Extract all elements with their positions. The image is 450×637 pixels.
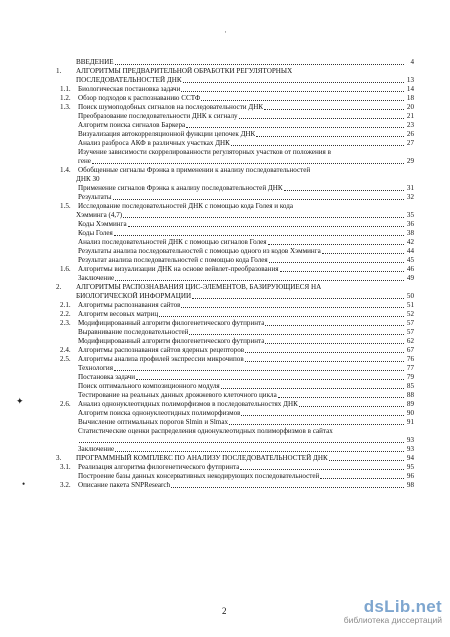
toc-entry-title: Поиск оптимального композиционного модуля bbox=[78, 382, 220, 390]
toc-leader bbox=[245, 352, 404, 353]
toc-leader bbox=[268, 244, 404, 245]
toc-entry-page: 79 bbox=[406, 373, 414, 381]
toc-entry-page: 93 bbox=[406, 445, 414, 453]
toc-entry-title: Обобщенные сигналы Фрэнка в применении к анализу последовательностей bbox=[78, 166, 311, 174]
toc-entry-title: Алгоритм весовых матриц bbox=[78, 310, 159, 318]
toc-leader bbox=[239, 118, 404, 119]
toc-entry-title: Постановка задачи bbox=[78, 373, 136, 381]
toc-entry-page: 13 bbox=[406, 76, 414, 84]
toc-entry bbox=[54, 157, 414, 166]
toc-entry bbox=[54, 355, 414, 364]
table-of-contents bbox=[54, 58, 414, 490]
toc-leader bbox=[181, 307, 404, 308]
toc-leader bbox=[265, 343, 404, 344]
toc-entry-page: 62 bbox=[406, 337, 414, 345]
toc-entry-number: 2.2. bbox=[60, 310, 71, 318]
toc-entry bbox=[54, 76, 414, 85]
toc-leader bbox=[92, 163, 404, 164]
toc-entry bbox=[54, 139, 414, 148]
toc-leader bbox=[329, 460, 404, 461]
toc-entry bbox=[54, 454, 414, 463]
toc-entry-page: 18 bbox=[406, 94, 414, 102]
toc-entry-page: 38 bbox=[406, 229, 414, 237]
toc-entry bbox=[54, 58, 414, 67]
toc-entry bbox=[54, 391, 414, 400]
toc-entry bbox=[54, 265, 414, 274]
toc-entry-number: 1.5. bbox=[60, 202, 71, 210]
toc-entry-title: ПОСЛЕДОВАТЕЛЬНОСТЕЙ ДНК bbox=[76, 76, 182, 84]
toc-entry bbox=[54, 337, 414, 346]
toc-entry-page: 4 bbox=[410, 58, 414, 66]
toc-entry-page: 45 bbox=[406, 256, 414, 264]
toc-entry-page: 89 bbox=[406, 400, 414, 408]
toc-entry bbox=[54, 202, 414, 211]
toc-leader bbox=[171, 487, 404, 488]
toc-entry-title: Коды Хэмминга bbox=[78, 220, 127, 228]
toc-entry-title: Поиск шумоподобных сигналов на последовательности ДНК bbox=[78, 103, 264, 111]
toc-entry bbox=[54, 472, 414, 481]
toc-entry-title: Анализ последовательностей ДНК с помощью сигналов Голея bbox=[78, 238, 267, 246]
toc-entry-page: 31 bbox=[406, 184, 414, 192]
toc-leader bbox=[240, 469, 404, 470]
toc-entry-number: 2.6. bbox=[60, 400, 71, 408]
toc-leader bbox=[115, 451, 404, 452]
toc-leader bbox=[181, 91, 404, 92]
toc-entry bbox=[54, 184, 414, 193]
toc-leader bbox=[201, 100, 404, 101]
toc-entry bbox=[54, 121, 414, 130]
toc-entry bbox=[54, 211, 414, 220]
toc-leader bbox=[186, 127, 404, 128]
toc-entry-page: 96 bbox=[406, 472, 414, 480]
toc-entry-title: Коды Голея bbox=[78, 229, 113, 237]
toc-entry-title: Алгоритмы анализа профилей экспрессии микрочипов bbox=[78, 355, 244, 363]
toc-entry-page: 42 bbox=[406, 238, 414, 246]
toc-entry-page: 49 bbox=[406, 274, 414, 282]
toc-entry bbox=[54, 463, 414, 472]
toc-entry bbox=[54, 373, 414, 382]
toc-entry-title: Алгоритмы распознавания сайтов bbox=[78, 301, 181, 309]
toc-leader bbox=[189, 334, 404, 335]
toc-entry-page: 44 bbox=[406, 247, 414, 255]
toc-entry bbox=[54, 319, 414, 328]
toc-entry-title: Результат анализа последовательностей с помощью кода Голея bbox=[78, 256, 268, 264]
toc-entry bbox=[54, 292, 414, 301]
top-mark: · bbox=[224, 27, 227, 37]
watermark-subtitle: библиотека диссертаций bbox=[343, 615, 442, 625]
toc-entry-title: ВВЕДЕНИЕ bbox=[76, 58, 114, 66]
toc-entry bbox=[54, 301, 414, 310]
toc-leader bbox=[115, 280, 404, 281]
toc-entry-title: Алгоритм поиска сигналов Баркера bbox=[78, 121, 186, 129]
toc-entry-title: Технология bbox=[78, 364, 113, 372]
toc-entry-title: Изучение зависимости скоррелированности регуляторных участков от положения в bbox=[78, 148, 331, 156]
toc-entry-title: Анализ однонуклеотидных полиморфизмов в последовательностях ДНК bbox=[78, 400, 298, 408]
toc-leader bbox=[159, 316, 404, 317]
toc-entry-page: 57 bbox=[406, 319, 414, 327]
margin-mark-icon: • bbox=[22, 479, 26, 489]
toc-entry-title: Биологическая постановка задачи bbox=[78, 85, 181, 93]
toc-leader bbox=[284, 190, 404, 191]
toc-entry-page: 85 bbox=[406, 382, 414, 390]
toc-entry-title: Тестирование на реальных данных дрожжевого клеточного цикла bbox=[78, 391, 277, 399]
toc-entry-page: 77 bbox=[406, 364, 414, 372]
toc-entry-title: АЛГОРИТМЫ ПРЕДВАРИТЕЛЬНОЙ ОБРАБОТКИ РЕГУЛЯТОРНЫХ bbox=[76, 67, 293, 75]
toc-entry bbox=[54, 175, 414, 184]
toc-entry-title: Обзор подходов к распознаванию ССТФ bbox=[78, 94, 201, 102]
toc-entry bbox=[54, 148, 414, 157]
toc-entry bbox=[54, 409, 414, 418]
toc-entry-number: 1.2. bbox=[60, 94, 71, 102]
toc-entry-title: Алгоритмы визуализации ДНК на основе вейвлет-преобразования bbox=[78, 265, 279, 273]
toc-leader bbox=[231, 145, 404, 146]
toc-entry-title: БИОЛОГИЧЕСКОЙ ИНФОРМАЦИИ bbox=[76, 292, 192, 300]
toc-entry bbox=[54, 193, 414, 202]
toc-entry-title: Построение базы данных консервативных некодирующих последовательностей bbox=[78, 472, 320, 480]
toc-leader bbox=[299, 406, 404, 407]
toc-entry-number: 2.5. bbox=[60, 355, 71, 363]
toc-entry-title: Результаты анализа последовательностей с помощью одного из кодов Хэмминга bbox=[78, 247, 321, 255]
toc-entry-number: 3.1. bbox=[60, 463, 71, 471]
toc-entry-page: 67 bbox=[406, 346, 414, 354]
toc-leader bbox=[114, 235, 404, 236]
toc-entry bbox=[54, 94, 414, 103]
toc-entry-title: Модифицированный алгоритм филогенетического футпринта bbox=[78, 337, 265, 345]
watermark-logo-tld: .net bbox=[410, 597, 442, 616]
toc-entry-number: 2.1. bbox=[60, 301, 71, 309]
toc-entry-title: Вычисление оптимальных порогов Slmin и Slmax bbox=[78, 418, 229, 426]
toc-entry bbox=[54, 103, 414, 112]
toc-leader bbox=[256, 136, 404, 137]
toc-entry bbox=[54, 445, 414, 454]
toc-leader bbox=[183, 82, 404, 83]
toc-entry-title: ДНК 30 bbox=[76, 175, 100, 183]
toc-entry-title: Выравнивание последовательностей bbox=[78, 328, 189, 336]
toc-entry-title: Модифицированный алгоритм филогенетического футпринта bbox=[78, 319, 265, 327]
toc-leader bbox=[114, 370, 404, 371]
toc-entry-page: 94 bbox=[406, 454, 414, 462]
toc-entry-page: 21 bbox=[406, 112, 414, 120]
toc-entry bbox=[54, 130, 414, 139]
toc-entry bbox=[54, 274, 414, 283]
toc-entry-number: 3. bbox=[56, 454, 62, 462]
toc-leader bbox=[245, 361, 404, 362]
toc-entry-number: 1.1. bbox=[60, 85, 71, 93]
toc-leader bbox=[320, 478, 404, 479]
toc-entry-number: 2. bbox=[56, 283, 62, 291]
toc-entry bbox=[54, 238, 414, 247]
toc-entry-title: АЛГОРИТМЫ РАСПОЗНАВАНИЯ ЦИС-ЭЛЕМЕНТОВ, БАЗИРУЮЩИЕСЯ НА bbox=[76, 283, 322, 291]
toc-entry-page: 90 bbox=[406, 409, 414, 417]
toc-entry-page: 27 bbox=[406, 139, 414, 147]
toc-entry bbox=[54, 400, 414, 409]
toc-entry-page: 95 bbox=[406, 463, 414, 471]
toc-leader bbox=[113, 199, 405, 200]
toc-leader bbox=[123, 217, 404, 218]
toc-entry bbox=[54, 436, 414, 445]
toc-entry-page: 35 bbox=[406, 211, 414, 219]
toc-entry bbox=[54, 247, 414, 256]
toc-leader bbox=[280, 271, 404, 272]
toc-entry-page: 29 bbox=[406, 157, 414, 165]
toc-entry bbox=[54, 427, 414, 436]
toc-entry-title: Алгоритм поиска однонуклеотидных полиморфизмов bbox=[78, 409, 241, 417]
toc-leader bbox=[264, 109, 404, 110]
toc-entry-page: 14 bbox=[406, 85, 414, 93]
toc-entry bbox=[54, 220, 414, 229]
toc-entry-page: 32 bbox=[406, 193, 414, 201]
toc-leader bbox=[241, 415, 404, 416]
toc-entry-title: Преобразование последовательности ДНК к сигналу bbox=[78, 112, 238, 120]
toc-entry-page: 91 bbox=[406, 418, 414, 426]
page-number: 2 bbox=[222, 606, 227, 616]
toc-entry bbox=[54, 364, 414, 373]
toc-entry-title: Заключение bbox=[78, 274, 115, 282]
toc-leader bbox=[269, 262, 404, 263]
toc-leader bbox=[265, 325, 404, 326]
toc-leader bbox=[79, 442, 404, 443]
toc-entry-title: Заключение bbox=[78, 445, 115, 453]
toc-entry bbox=[54, 418, 414, 427]
toc-entry bbox=[54, 382, 414, 391]
toc-entry-number: 2.3. bbox=[60, 319, 71, 327]
watermark-logo-main: dsLib bbox=[363, 597, 411, 616]
toc-entry-title: ПРОГРАММНЫЙ КОМПЛЕКС ПО АНАЛИЗУ ПОСЛЕДОВАТЕЛЬНОСТЕЙ ДНК bbox=[76, 454, 328, 462]
toc-entry bbox=[54, 328, 414, 337]
toc-entry-title: Алгоритмы распознавания сайтов ядерных рецепторов bbox=[78, 346, 245, 354]
toc-entry-title: Анализ разброса АКФ в различных участках ДНК bbox=[78, 139, 230, 147]
toc-entry bbox=[54, 166, 414, 175]
toc-entry bbox=[54, 310, 414, 319]
toc-entry-page: 46 bbox=[406, 265, 414, 273]
toc-entry-page: 51 bbox=[406, 301, 414, 309]
margin-mark-icon: ✦ bbox=[16, 396, 24, 406]
toc-leader bbox=[192, 298, 404, 299]
toc-entry-title: Применение сигналов Фрэнка к анализу последовательностей ДНК bbox=[78, 184, 283, 192]
toc-entry-number: 1.3. bbox=[60, 103, 71, 111]
toc-leader bbox=[229, 424, 404, 425]
toc-entry bbox=[54, 283, 414, 292]
toc-entry-title: Исследование последовательностей ДНК с помощью кода Голея и кода bbox=[78, 202, 294, 210]
toc-entry-page: 76 bbox=[406, 355, 414, 363]
watermark bbox=[344, 597, 442, 625]
toc-entry-title: Статистические оценки распределения однонуклеотидных полиморфизмов в сайтах bbox=[78, 427, 333, 435]
toc-leader bbox=[128, 226, 404, 227]
toc-entry-page: 88 bbox=[406, 391, 414, 399]
toc-entry-title: Хэмминга (4,7) bbox=[76, 211, 123, 219]
toc-entry-number: 1.4. bbox=[60, 166, 71, 174]
toc-entry-page: 26 bbox=[406, 130, 414, 138]
toc-entry-page: 52 bbox=[406, 310, 414, 318]
toc-leader bbox=[221, 388, 404, 389]
toc-entry-number: 1. bbox=[56, 67, 62, 75]
toc-entry-page: 23 bbox=[406, 121, 414, 129]
toc-entry bbox=[54, 346, 414, 355]
toc-entry-title: Визуализация автокорреляционной функции цепочек ДНК bbox=[78, 130, 256, 138]
watermark-logo bbox=[344, 597, 442, 617]
toc-entry bbox=[54, 229, 414, 238]
toc-entry bbox=[54, 67, 414, 76]
toc-entry-title: Реализация алгоритма филогенетического футпринта bbox=[78, 463, 240, 471]
toc-entry-page: 57 bbox=[406, 328, 414, 336]
toc-entry-title: Описание пакета SNPResearch bbox=[78, 481, 171, 489]
toc-entry bbox=[54, 256, 414, 265]
toc-entry-title: гене bbox=[78, 157, 91, 165]
toc-entry-number: 1.6. bbox=[60, 265, 71, 273]
toc-leader bbox=[322, 253, 404, 254]
toc-entry-title: Результаты bbox=[78, 193, 112, 201]
toc-entry bbox=[54, 112, 414, 121]
toc-entry bbox=[54, 85, 414, 94]
toc-entry-number: 2.4. bbox=[60, 346, 71, 354]
toc-leader bbox=[136, 379, 404, 380]
toc-entry bbox=[54, 481, 414, 490]
toc-entry-page: 50 bbox=[406, 292, 414, 300]
toc-entry-page: 20 bbox=[406, 103, 414, 111]
toc-entry-page: 93 bbox=[406, 436, 414, 444]
toc-entry-page: 98 bbox=[406, 481, 414, 489]
toc-entry-number: 3.2. bbox=[60, 481, 71, 489]
toc-leader bbox=[278, 397, 404, 398]
toc-leader bbox=[115, 64, 404, 65]
toc-entry-page: 36 bbox=[406, 220, 414, 228]
